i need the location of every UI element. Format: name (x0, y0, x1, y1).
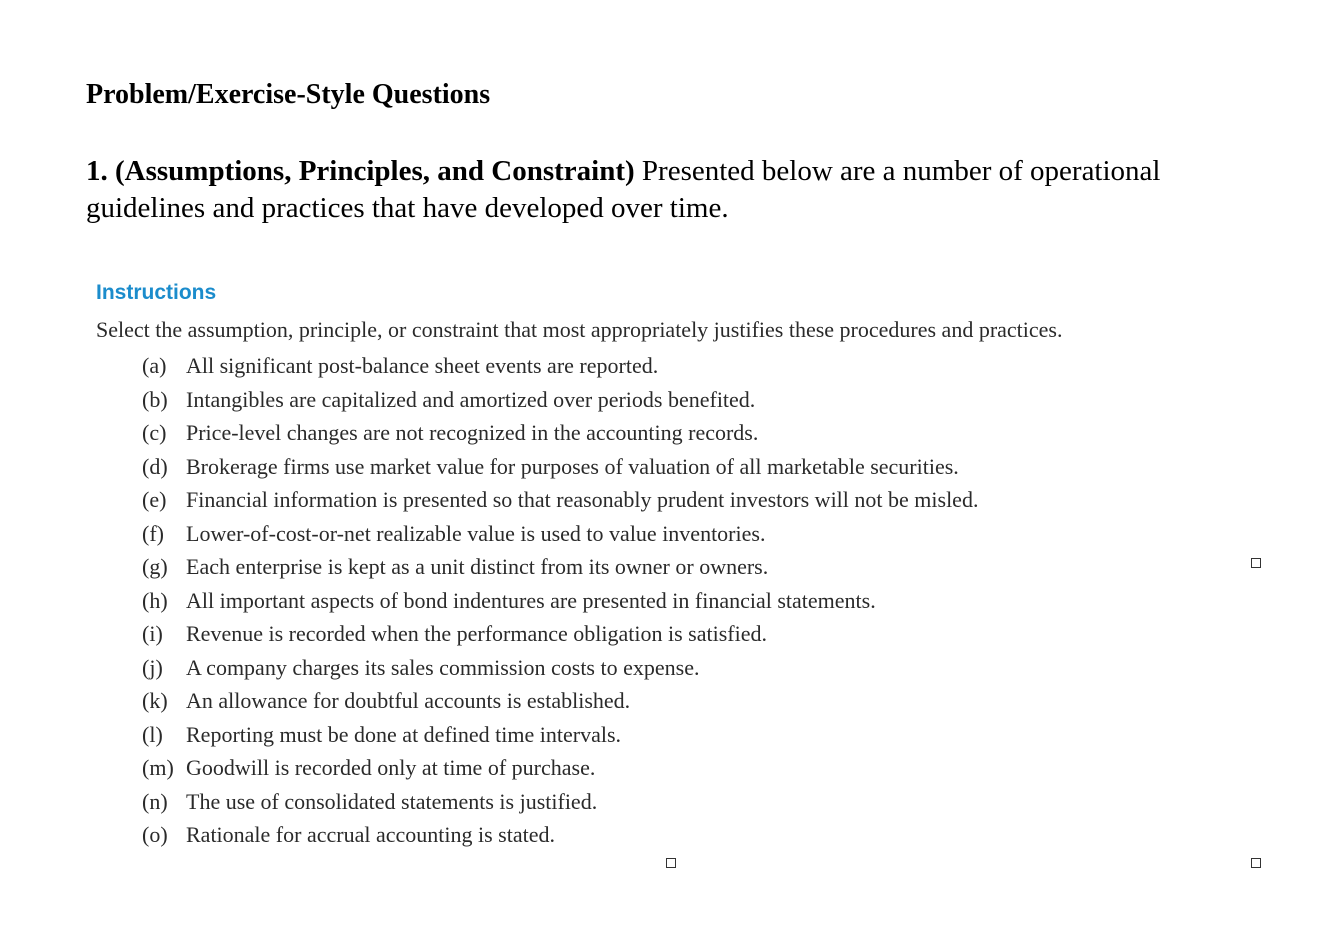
item-letter: (b) (142, 386, 168, 412)
question-label: 1. (Assumptions, Principles, and Constraint) (86, 155, 635, 187)
item-letter: (n) (142, 788, 168, 814)
item-letter: (f) (142, 520, 164, 546)
list-item (142, 787, 978, 821)
item-text: Financial information is presented so that reasonably prudent investors will not be misled. (186, 487, 979, 512)
item-text: A company charges its sales commission costs to expense. (186, 654, 700, 680)
item-letter: (k) (142, 688, 168, 713)
resize-handle-bottom-middle[interactable] (666, 858, 676, 868)
item-letter: (d) (142, 453, 168, 479)
list-item (142, 418, 978, 452)
question-1 (86, 153, 1246, 227)
item-text: Revenue is recorded when the performance obligation is satisfied. (186, 621, 767, 646)
item-letter: (l) (142, 721, 163, 747)
item-text: Rationale for accrual accounting is stated. (186, 822, 555, 847)
item-text: Brokerage firms use market value for purposes of valuation of all marketable securities. (186, 453, 959, 479)
item-text: Each enterprise is kept as a unit distinct from its owner or owners. (186, 554, 769, 579)
item-letter: (a) (142, 353, 167, 378)
item-text: Reporting must be done at defined time intervals. (186, 721, 622, 747)
list-item (142, 820, 978, 854)
item-text: Goodwill is recorded only at time of purchase. (186, 755, 596, 780)
item-text: All significant post-balance sheet events are reported. (186, 353, 659, 378)
list-item (142, 485, 978, 519)
item-text: Intangibles are capitalized and amortized over periods benefited. (186, 386, 756, 412)
item-text: Lower-of-cost-or-net realizable value is used to value inventories. (186, 520, 766, 546)
page-heading: Problem/Exercise-Style Questions (86, 79, 491, 110)
item-letter: (g) (142, 554, 168, 579)
instructions-title: Instructions (96, 281, 217, 304)
list-item (142, 686, 978, 720)
list-item (142, 452, 978, 486)
item-text: The use of consolidated statements is justified. (186, 788, 598, 814)
item-letter: (h) (142, 587, 168, 613)
list-item (142, 653, 978, 687)
list-item (142, 385, 978, 419)
list-item (142, 519, 978, 553)
item-text: An allowance for doubtful accounts is established. (186, 688, 631, 713)
list-item (142, 586, 978, 620)
item-letter: (j) (142, 654, 163, 680)
item-letter: (i) (142, 621, 163, 646)
item-letter: (c) (142, 420, 167, 445)
item-letter: (o) (142, 822, 168, 847)
question-text: Presented below are a number of operational guidelines and practices that have developed over time. (86, 155, 1161, 224)
list-item (142, 619, 978, 653)
resize-handle-right-middle[interactable] (1251, 558, 1261, 568)
item-letter: (e) (142, 487, 167, 512)
list-item (142, 753, 978, 787)
list-item (142, 552, 978, 586)
instructions-text: Select the assumption, principle, or constraint that most appropriately justifies these procedures and practices. (96, 317, 1063, 342)
resize-handle-bottom-right[interactable] (1251, 858, 1261, 868)
practice-list (142, 351, 978, 854)
list-item (142, 351, 978, 385)
item-letter: (m) (142, 755, 174, 780)
item-text: Price-level changes are not recognized in the accounting records. (186, 420, 759, 445)
list-item (142, 720, 978, 754)
item-text: All important aspects of bond indentures are presented in financial statements. (186, 587, 876, 613)
